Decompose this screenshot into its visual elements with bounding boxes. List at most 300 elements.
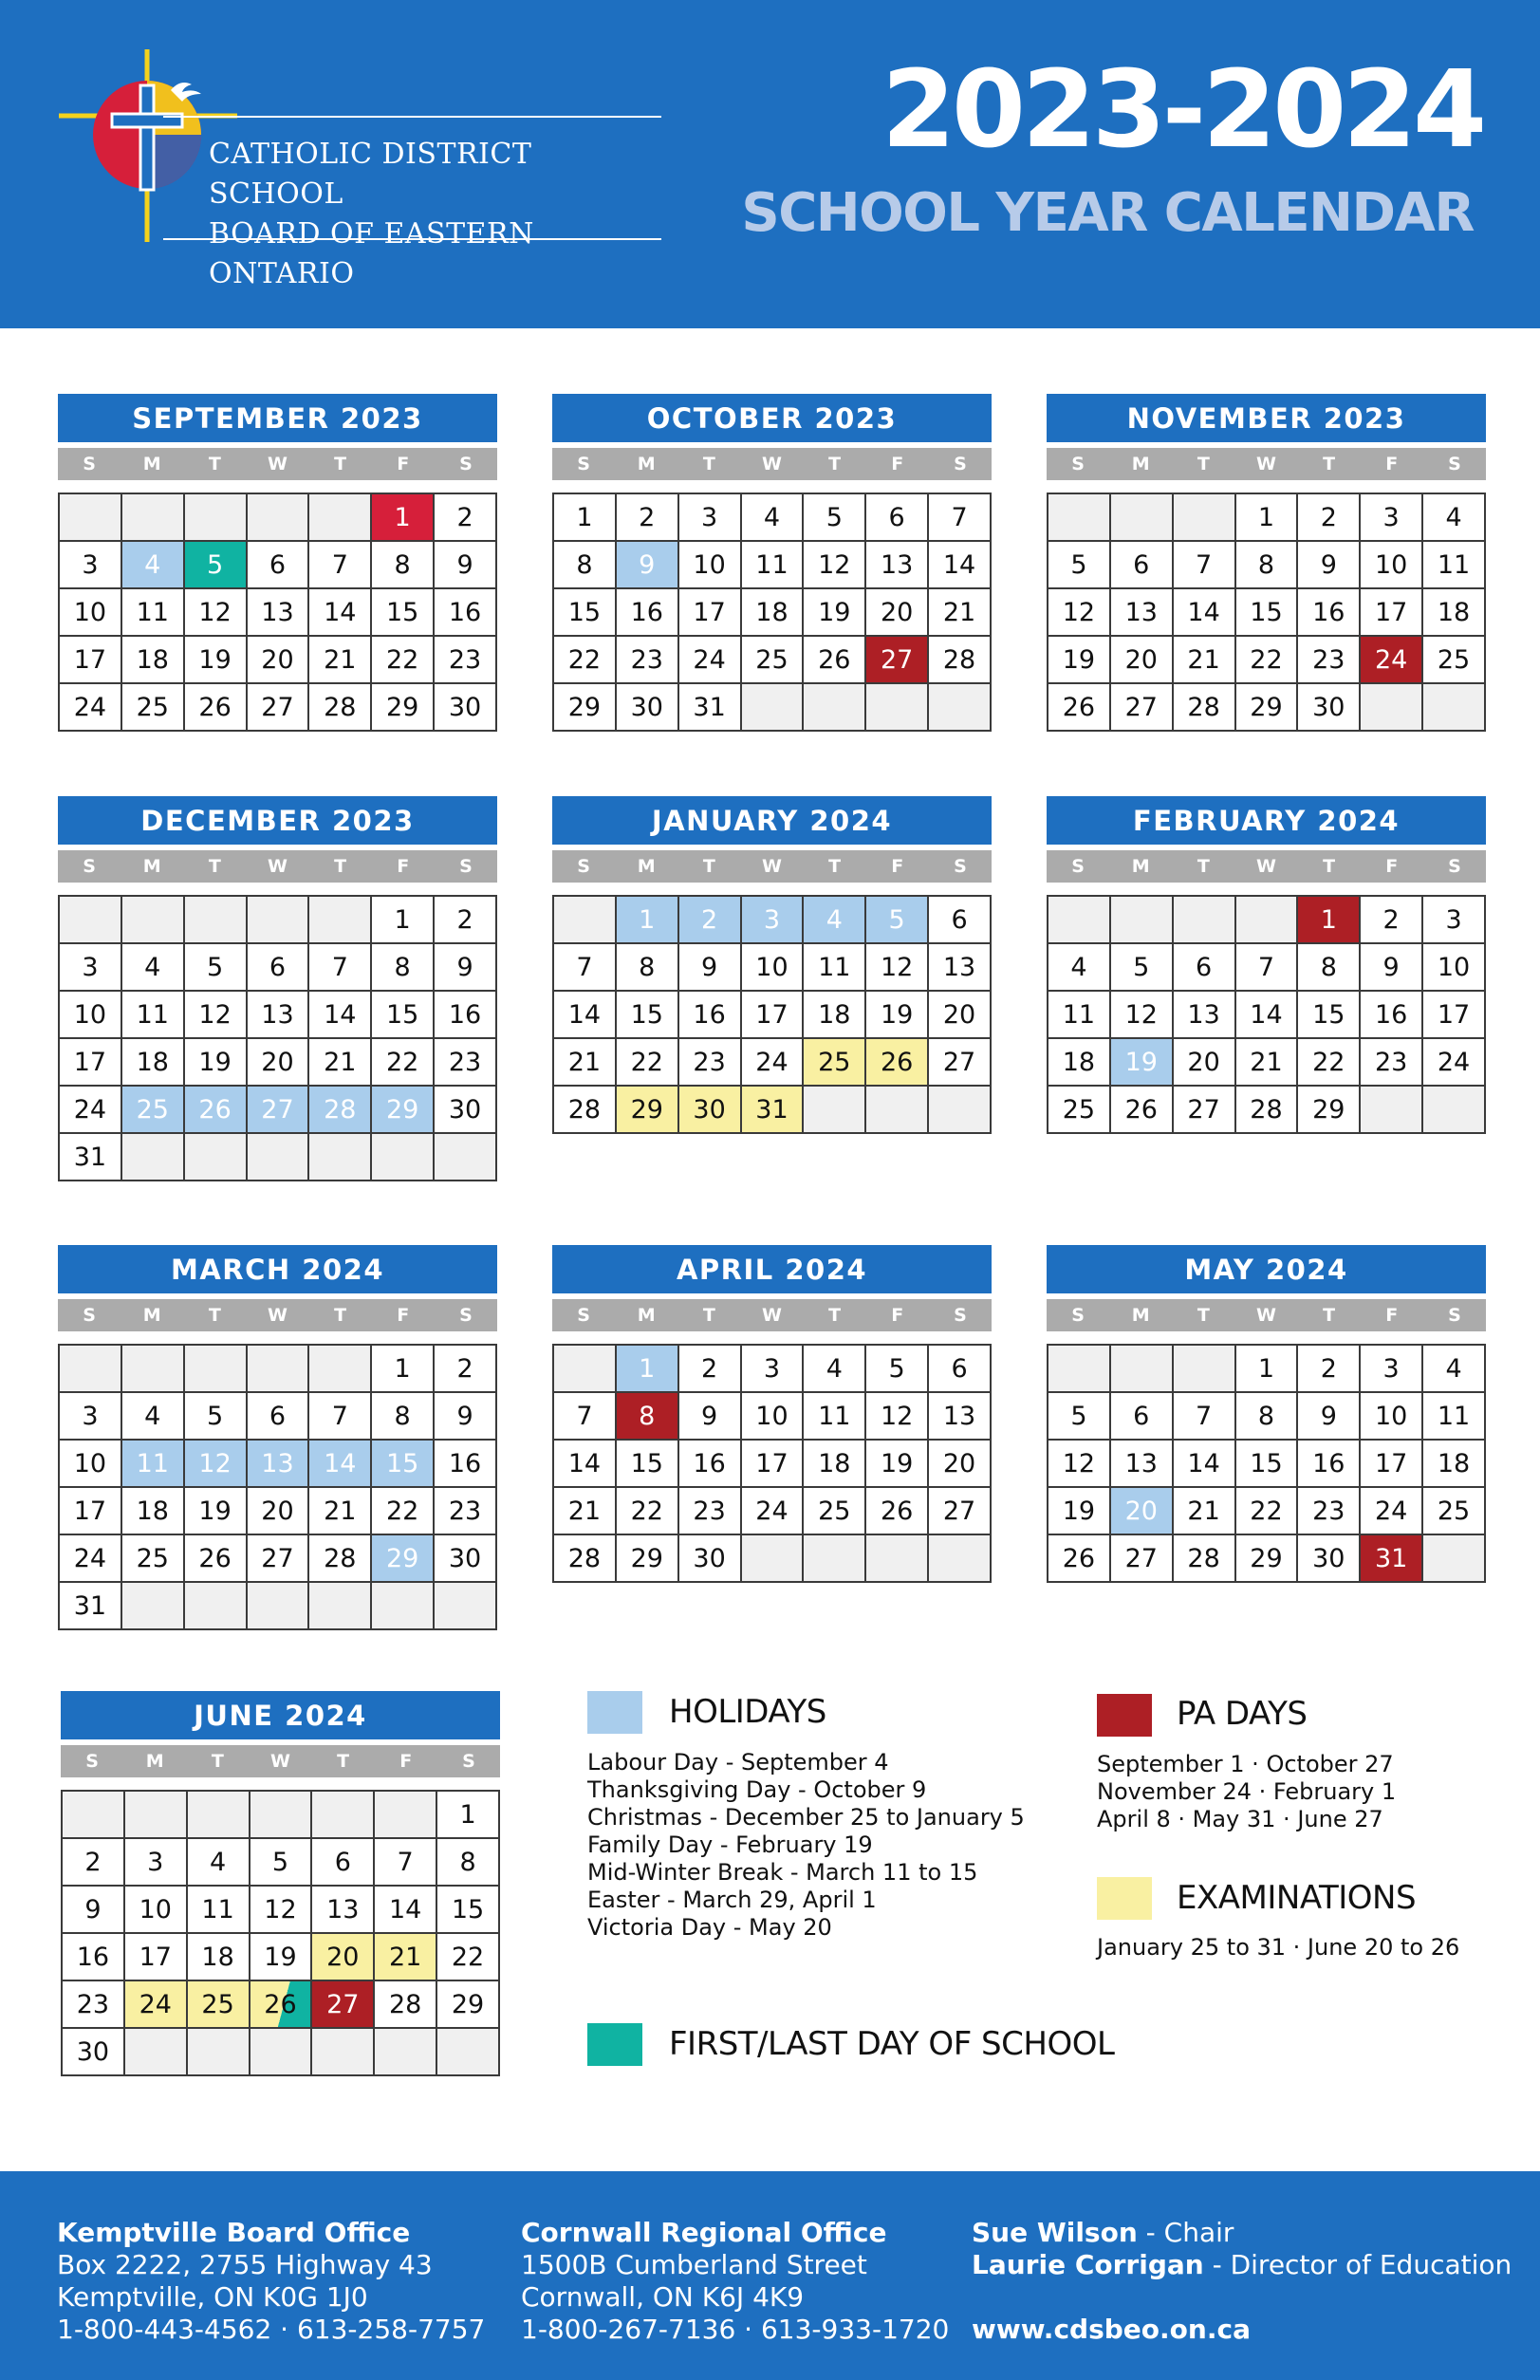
weekday-header <box>61 1745 500 1777</box>
week-row <box>59 588 496 636</box>
day-cell: 9 <box>1297 541 1360 588</box>
day-cell: 7 <box>1173 1392 1235 1440</box>
week-row <box>553 588 991 636</box>
weekday-label: T <box>702 1305 715 1326</box>
weekday-header <box>58 850 497 883</box>
day-cell: 30 <box>434 1086 496 1133</box>
first-last-heading: FIRST/LAST DAY OF SCHOOL <box>669 2025 1115 2063</box>
day-cell: 3 <box>741 896 804 943</box>
day-cell: 19 <box>803 588 865 636</box>
empty-day-cell <box>250 1791 312 1838</box>
week-row <box>1048 1487 1485 1534</box>
legend-item: Mid-Winter Break - March 11 to 15 <box>587 1859 978 1886</box>
footer <box>0 2171 1540 2380</box>
week-row <box>1048 943 1485 991</box>
day-cell: 28 <box>1235 1086 1298 1133</box>
week-row <box>59 636 496 683</box>
day-cell: 22 <box>371 636 434 683</box>
day-cell: 28 <box>308 1086 371 1133</box>
day-cell: 19 <box>865 991 928 1038</box>
day-cell: 13 <box>1173 991 1235 1038</box>
day-cell: 27 <box>311 1980 374 2028</box>
day-cell: 7 <box>308 943 371 991</box>
empty-day-cell <box>1110 493 1173 541</box>
day-cell: 8 <box>1235 541 1298 588</box>
empty-day-cell <box>1422 1086 1485 1133</box>
day-cell: 21 <box>308 1487 371 1534</box>
day-cell: 2 <box>678 896 741 943</box>
week-row <box>1048 541 1485 588</box>
day-cell: 16 <box>1297 1440 1360 1487</box>
empty-day-cell <box>124 1791 187 1838</box>
weekday-label: W <box>270 1751 290 1772</box>
legend-item: Easter - March 29, April 1 <box>587 1887 877 1913</box>
day-cell: 17 <box>124 1933 187 1980</box>
day-cell: 20 <box>247 636 309 683</box>
day-cell: 20 <box>928 1440 991 1487</box>
week-row <box>59 1392 496 1440</box>
day-cell: 5 <box>865 896 928 943</box>
day-cell: 27 <box>928 1038 991 1086</box>
week-row <box>59 683 496 731</box>
day-cell: 22 <box>616 1038 678 1086</box>
empty-day-cell <box>308 493 371 541</box>
day-cell: 10 <box>59 991 121 1038</box>
day-cell: 17 <box>59 1038 121 1086</box>
day-cell: 6 <box>247 1392 309 1440</box>
weekday-label: S <box>954 856 967 877</box>
day-cell: 6 <box>1110 1392 1173 1440</box>
day-cell: 23 <box>1297 636 1360 683</box>
day-cell: 11 <box>741 541 804 588</box>
day-cell: 4 <box>1422 1345 1485 1392</box>
day-cell: 3 <box>678 493 741 541</box>
day-grid <box>1047 1344 1486 1583</box>
day-cell: 10 <box>59 1440 121 1487</box>
day-cell: 13 <box>1110 1440 1173 1487</box>
day-cell: 15 <box>371 588 434 636</box>
empty-day-cell <box>121 1345 184 1392</box>
day-cell: 26 <box>1048 683 1110 731</box>
chair-line <box>972 2217 1512 2249</box>
day-cell: 20 <box>247 1038 309 1086</box>
day-cell: 28 <box>553 1086 616 1133</box>
week-row <box>59 1440 496 1487</box>
weekday-label: T <box>208 454 221 474</box>
day-cell: 14 <box>1235 991 1298 1038</box>
weekday-label: S <box>954 1305 967 1326</box>
empty-day-cell <box>374 2028 436 2075</box>
week-row <box>553 1487 991 1534</box>
weekday-label: T <box>828 454 842 474</box>
day-cell: 4 <box>803 1345 865 1392</box>
week-row <box>1048 1038 1485 1086</box>
day-cell: 22 <box>1235 636 1298 683</box>
day-cell: 25 <box>121 683 184 731</box>
day-cell: 9 <box>434 541 496 588</box>
day-cell: 16 <box>1297 588 1360 636</box>
month-title: MAY 2024 <box>1047 1245 1486 1293</box>
weekday-label: W <box>762 1305 782 1326</box>
weekday-label: F <box>891 454 904 474</box>
empty-day-cell <box>1173 1345 1235 1392</box>
week-row <box>62 2028 499 2075</box>
weekday-label: M <box>1131 454 1150 474</box>
empty-day-cell <box>1235 896 1298 943</box>
day-cell: 7 <box>374 1838 436 1886</box>
day-cell: 8 <box>1235 1392 1298 1440</box>
page-title: 2023-2024 <box>881 48 1483 172</box>
week-row <box>59 896 496 943</box>
empty-day-cell <box>124 2028 187 2075</box>
exams-swatch <box>1097 1877 1152 1920</box>
empty-day-cell <box>247 493 309 541</box>
week-row <box>553 1534 991 1582</box>
weekday-label: M <box>142 1305 161 1326</box>
weekday-label: S <box>1071 1305 1085 1326</box>
day-cell: 12 <box>250 1886 312 1933</box>
weekday-label: F <box>397 454 410 474</box>
day-cell: 29 <box>371 683 434 731</box>
empty-day-cell <box>247 896 309 943</box>
day-cell: 14 <box>374 1886 436 1933</box>
day-cell: 20 <box>1173 1038 1235 1086</box>
day-cell: 19 <box>1110 1038 1173 1086</box>
weekday-label: T <box>828 1305 842 1326</box>
day-cell: 28 <box>1173 1534 1235 1582</box>
day-cell: 3 <box>124 1838 187 1886</box>
day-cell: 7 <box>553 943 616 991</box>
day-cell: 7 <box>308 1392 371 1440</box>
empty-day-cell <box>1048 1345 1110 1392</box>
month-title: APRIL 2024 <box>552 1245 992 1293</box>
week-row <box>62 1838 499 1886</box>
empty-day-cell <box>434 1582 496 1629</box>
day-cell: 21 <box>1173 636 1235 683</box>
week-row <box>553 541 991 588</box>
week-row <box>1048 493 1485 541</box>
weekday-label: T <box>334 454 347 474</box>
day-cell: 18 <box>1422 588 1485 636</box>
week-row <box>1048 1534 1485 1582</box>
day-cell: 21 <box>1173 1487 1235 1534</box>
empty-day-cell <box>1048 896 1110 943</box>
day-cell: 12 <box>1048 588 1110 636</box>
day-cell: 31 <box>1360 1534 1422 1582</box>
board-name-line1: CATHOLIC DISTRICT SCHOOL <box>209 138 532 211</box>
weekday-label: W <box>762 856 782 877</box>
day-cell: 21 <box>374 1933 436 1980</box>
empty-day-cell <box>436 2028 499 2075</box>
first-last-swatch <box>587 2023 642 2066</box>
empty-day-cell <box>247 1133 309 1181</box>
day-cell: 8 <box>436 1838 499 1886</box>
day-cell: 16 <box>1360 991 1422 1038</box>
week-row <box>59 1487 496 1534</box>
weekday-header <box>552 850 992 883</box>
day-cell: 28 <box>1173 683 1235 731</box>
day-cell: 5 <box>803 493 865 541</box>
day-cell: 18 <box>803 1440 865 1487</box>
day-cell: 17 <box>678 588 741 636</box>
empty-day-cell <box>374 1791 436 1838</box>
day-cell: 23 <box>62 1980 124 2028</box>
board-contacts <box>972 2217 1512 2346</box>
day-cell: 19 <box>184 1487 247 1534</box>
weekday-label: S <box>577 454 590 474</box>
day-cell: 17 <box>59 636 121 683</box>
empty-day-cell <box>187 1791 250 1838</box>
day-cell: 10 <box>1422 943 1485 991</box>
week-row <box>1048 636 1485 683</box>
day-cell: 20 <box>865 588 928 636</box>
weekday-label: M <box>637 856 656 877</box>
weekday-label: F <box>397 1305 410 1326</box>
day-cell: 1 <box>1235 493 1298 541</box>
exams-list <box>1097 1934 1459 1962</box>
day-cell: 29 <box>1297 1086 1360 1133</box>
day-cell: 18 <box>803 991 865 1038</box>
week-row <box>553 493 991 541</box>
day-cell: 14 <box>1173 1440 1235 1487</box>
weekday-label: M <box>142 856 161 877</box>
legend-item: September 1 · October 27 <box>1097 1751 1394 1777</box>
kemptville-office <box>57 2217 485 2346</box>
day-cell: 1 <box>371 896 434 943</box>
month-title: FEBRUARY 2024 <box>1047 796 1486 845</box>
day-cell: 9 <box>1297 1392 1360 1440</box>
day-cell: 5 <box>1048 1392 1110 1440</box>
day-cell: 22 <box>436 1933 499 1980</box>
weekday-label: S <box>459 856 473 877</box>
day-cell: 29 <box>1235 683 1298 731</box>
weekday-label: S <box>462 1751 475 1772</box>
day-cell: 25 <box>803 1038 865 1086</box>
day-cell: 15 <box>616 991 678 1038</box>
legend-item: Family Day - February 19 <box>587 1831 873 1858</box>
page-subtitle: SCHOOL YEAR CALENDAR <box>741 182 1474 244</box>
day-cell: 16 <box>434 991 496 1038</box>
day-cell: 22 <box>371 1038 434 1086</box>
empty-day-cell <box>59 1345 121 1392</box>
day-cell: 29 <box>553 683 616 731</box>
legend-item: November 24 · February 1 <box>1097 1778 1397 1805</box>
day-cell: 10 <box>678 541 741 588</box>
week-row <box>59 541 496 588</box>
exams-heading: EXAMINATIONS <box>1177 1879 1417 1917</box>
logo-rule-top <box>163 116 661 118</box>
week-row <box>59 991 496 1038</box>
day-cell: 23 <box>1297 1487 1360 1534</box>
month-september-2023 <box>58 394 497 732</box>
pa-days-list <box>1097 1751 1396 1833</box>
cornwall-address-line: 1500B Cumberland Street <box>521 2249 867 2280</box>
day-cell: 5 <box>1110 943 1173 991</box>
board-name-line2: BOARD OF EASTERN ONTARIO <box>209 217 534 290</box>
week-row <box>1048 683 1485 731</box>
pa-days-swatch <box>1097 1694 1152 1737</box>
day-cell: 11 <box>803 943 865 991</box>
day-cell: 18 <box>741 588 804 636</box>
day-cell: 25 <box>187 1980 250 2028</box>
weekday-label: S <box>83 856 96 877</box>
day-cell: 5 <box>250 1838 312 1886</box>
day-cell: 10 <box>1360 1392 1422 1440</box>
day-cell: 9 <box>616 541 678 588</box>
week-row <box>553 636 991 683</box>
month-title: NOVEMBER 2023 <box>1047 394 1486 442</box>
month-june-2024 <box>61 1691 500 2076</box>
day-cell: 1 <box>1235 1345 1298 1392</box>
day-cell: 25 <box>1048 1086 1110 1133</box>
day-cell: 18 <box>187 1933 250 1980</box>
day-cell: 30 <box>678 1086 741 1133</box>
day-cell: 14 <box>1173 588 1235 636</box>
empty-day-cell <box>184 1345 247 1392</box>
day-cell: 2 <box>434 493 496 541</box>
day-cell: 10 <box>741 943 804 991</box>
empty-day-cell <box>187 2028 250 2075</box>
week-row <box>553 991 991 1038</box>
day-cell: 27 <box>247 683 309 731</box>
kemptville-office-name: Kemptville Board Office <box>57 2217 411 2248</box>
day-cell: 22 <box>371 1487 434 1534</box>
day-cell: 15 <box>436 1886 499 1933</box>
day-cell: 23 <box>1360 1038 1422 1086</box>
day-cell: 11 <box>121 991 184 1038</box>
weekday-header <box>552 1299 992 1331</box>
weekday-label: T <box>208 856 221 877</box>
day-cell: 24 <box>59 1534 121 1582</box>
empty-day-cell <box>741 1534 804 1582</box>
weekday-label: W <box>1256 454 1276 474</box>
empty-day-cell <box>308 1133 371 1181</box>
weekday-header <box>58 1299 497 1331</box>
weekday-label: S <box>459 454 473 474</box>
day-cell: 5 <box>184 943 247 991</box>
pa-days-heading: PA DAYS <box>1177 1695 1308 1733</box>
day-cell: 27 <box>865 636 928 683</box>
week-row <box>59 1534 496 1582</box>
day-cell: 30 <box>678 1534 741 1582</box>
day-cell: 2 <box>616 493 678 541</box>
day-cell: 25 <box>1422 636 1485 683</box>
month-may-2024 <box>1047 1245 1486 1583</box>
day-cell: 1 <box>436 1791 499 1838</box>
day-cell: 27 <box>1110 1534 1173 1582</box>
day-cell: 25 <box>741 636 804 683</box>
day-cell: 5 <box>1048 541 1110 588</box>
day-cell: 13 <box>311 1886 374 1933</box>
weekday-label: S <box>1448 1305 1461 1326</box>
weekday-label: W <box>268 1305 288 1326</box>
day-cell: 13 <box>247 1440 309 1487</box>
day-cell: 13 <box>928 943 991 991</box>
day-cell: 19 <box>184 636 247 683</box>
weekday-label: S <box>1071 856 1085 877</box>
empty-day-cell <box>865 683 928 731</box>
day-cell: 29 <box>371 1534 434 1582</box>
empty-day-cell <box>184 896 247 943</box>
day-cell: 5 <box>865 1345 928 1392</box>
day-cell: 13 <box>1110 588 1173 636</box>
empty-day-cell <box>928 683 991 731</box>
day-cell: 13 <box>247 588 309 636</box>
kemptville-address-line: Box 2222, 2755 Highway 43 <box>57 2249 433 2280</box>
day-cell: 10 <box>59 588 121 636</box>
weekday-label: W <box>1256 1305 1276 1326</box>
day-cell: 7 <box>1173 541 1235 588</box>
day-cell: 17 <box>741 991 804 1038</box>
day-cell: 28 <box>308 683 371 731</box>
day-cell: 31 <box>678 683 741 731</box>
empty-day-cell <box>250 2028 312 2075</box>
day-grid <box>1047 493 1486 732</box>
day-cell: 15 <box>616 1440 678 1487</box>
empty-day-cell <box>553 896 616 943</box>
day-cell: 9 <box>434 1392 496 1440</box>
weekday-label: F <box>891 1305 904 1326</box>
day-cell: 13 <box>865 541 928 588</box>
month-november-2023 <box>1047 394 1486 732</box>
day-cell: 15 <box>371 1440 434 1487</box>
empty-day-cell <box>121 1133 184 1181</box>
day-cell: 7 <box>308 541 371 588</box>
day-cell: 8 <box>371 1392 434 1440</box>
day-cell: 21 <box>553 1038 616 1086</box>
day-cell: 11 <box>1048 991 1110 1038</box>
day-cell: 6 <box>928 1345 991 1392</box>
month-december-2023 <box>58 796 497 1181</box>
day-cell: 2 <box>678 1345 741 1392</box>
weekday-label: M <box>1131 1305 1150 1326</box>
day-cell: 2 <box>1297 1345 1360 1392</box>
weekday-label: S <box>85 1751 99 1772</box>
weekday-label: T <box>1197 856 1210 877</box>
day-cell: 24 <box>741 1487 804 1534</box>
day-cell: 2 <box>62 1838 124 1886</box>
chair-role: - Chair <box>1137 2217 1234 2248</box>
day-cell: 22 <box>553 636 616 683</box>
legend-item: April 8 · May 31 · June 27 <box>1097 1806 1383 1832</box>
empty-day-cell <box>308 896 371 943</box>
weekday-label: S <box>1071 454 1085 474</box>
day-cell: 16 <box>434 1440 496 1487</box>
director-role: - Director of Education <box>1203 2249 1512 2280</box>
week-row <box>59 1345 496 1392</box>
day-cell: 3 <box>1360 493 1422 541</box>
day-cell: 26 <box>865 1038 928 1086</box>
empty-day-cell <box>59 493 121 541</box>
website-link[interactable]: www.cdsbeo.on.ca <box>972 2314 1251 2345</box>
weekday-header <box>1047 850 1486 883</box>
header-banner <box>0 0 1540 328</box>
week-row <box>553 1440 991 1487</box>
day-cell: 9 <box>62 1886 124 1933</box>
day-cell: 16 <box>678 991 741 1038</box>
week-row <box>553 683 991 731</box>
board-name <box>209 135 664 294</box>
day-cell: 14 <box>308 991 371 1038</box>
week-row <box>553 896 991 943</box>
day-cell: 26 <box>1048 1534 1110 1582</box>
day-cell: 4 <box>121 943 184 991</box>
weekday-label: T <box>1323 454 1336 474</box>
day-cell: 7 <box>1235 943 1298 991</box>
day-cell: 18 <box>121 636 184 683</box>
weekday-label: T <box>334 856 347 877</box>
weekday-label: S <box>1448 454 1461 474</box>
